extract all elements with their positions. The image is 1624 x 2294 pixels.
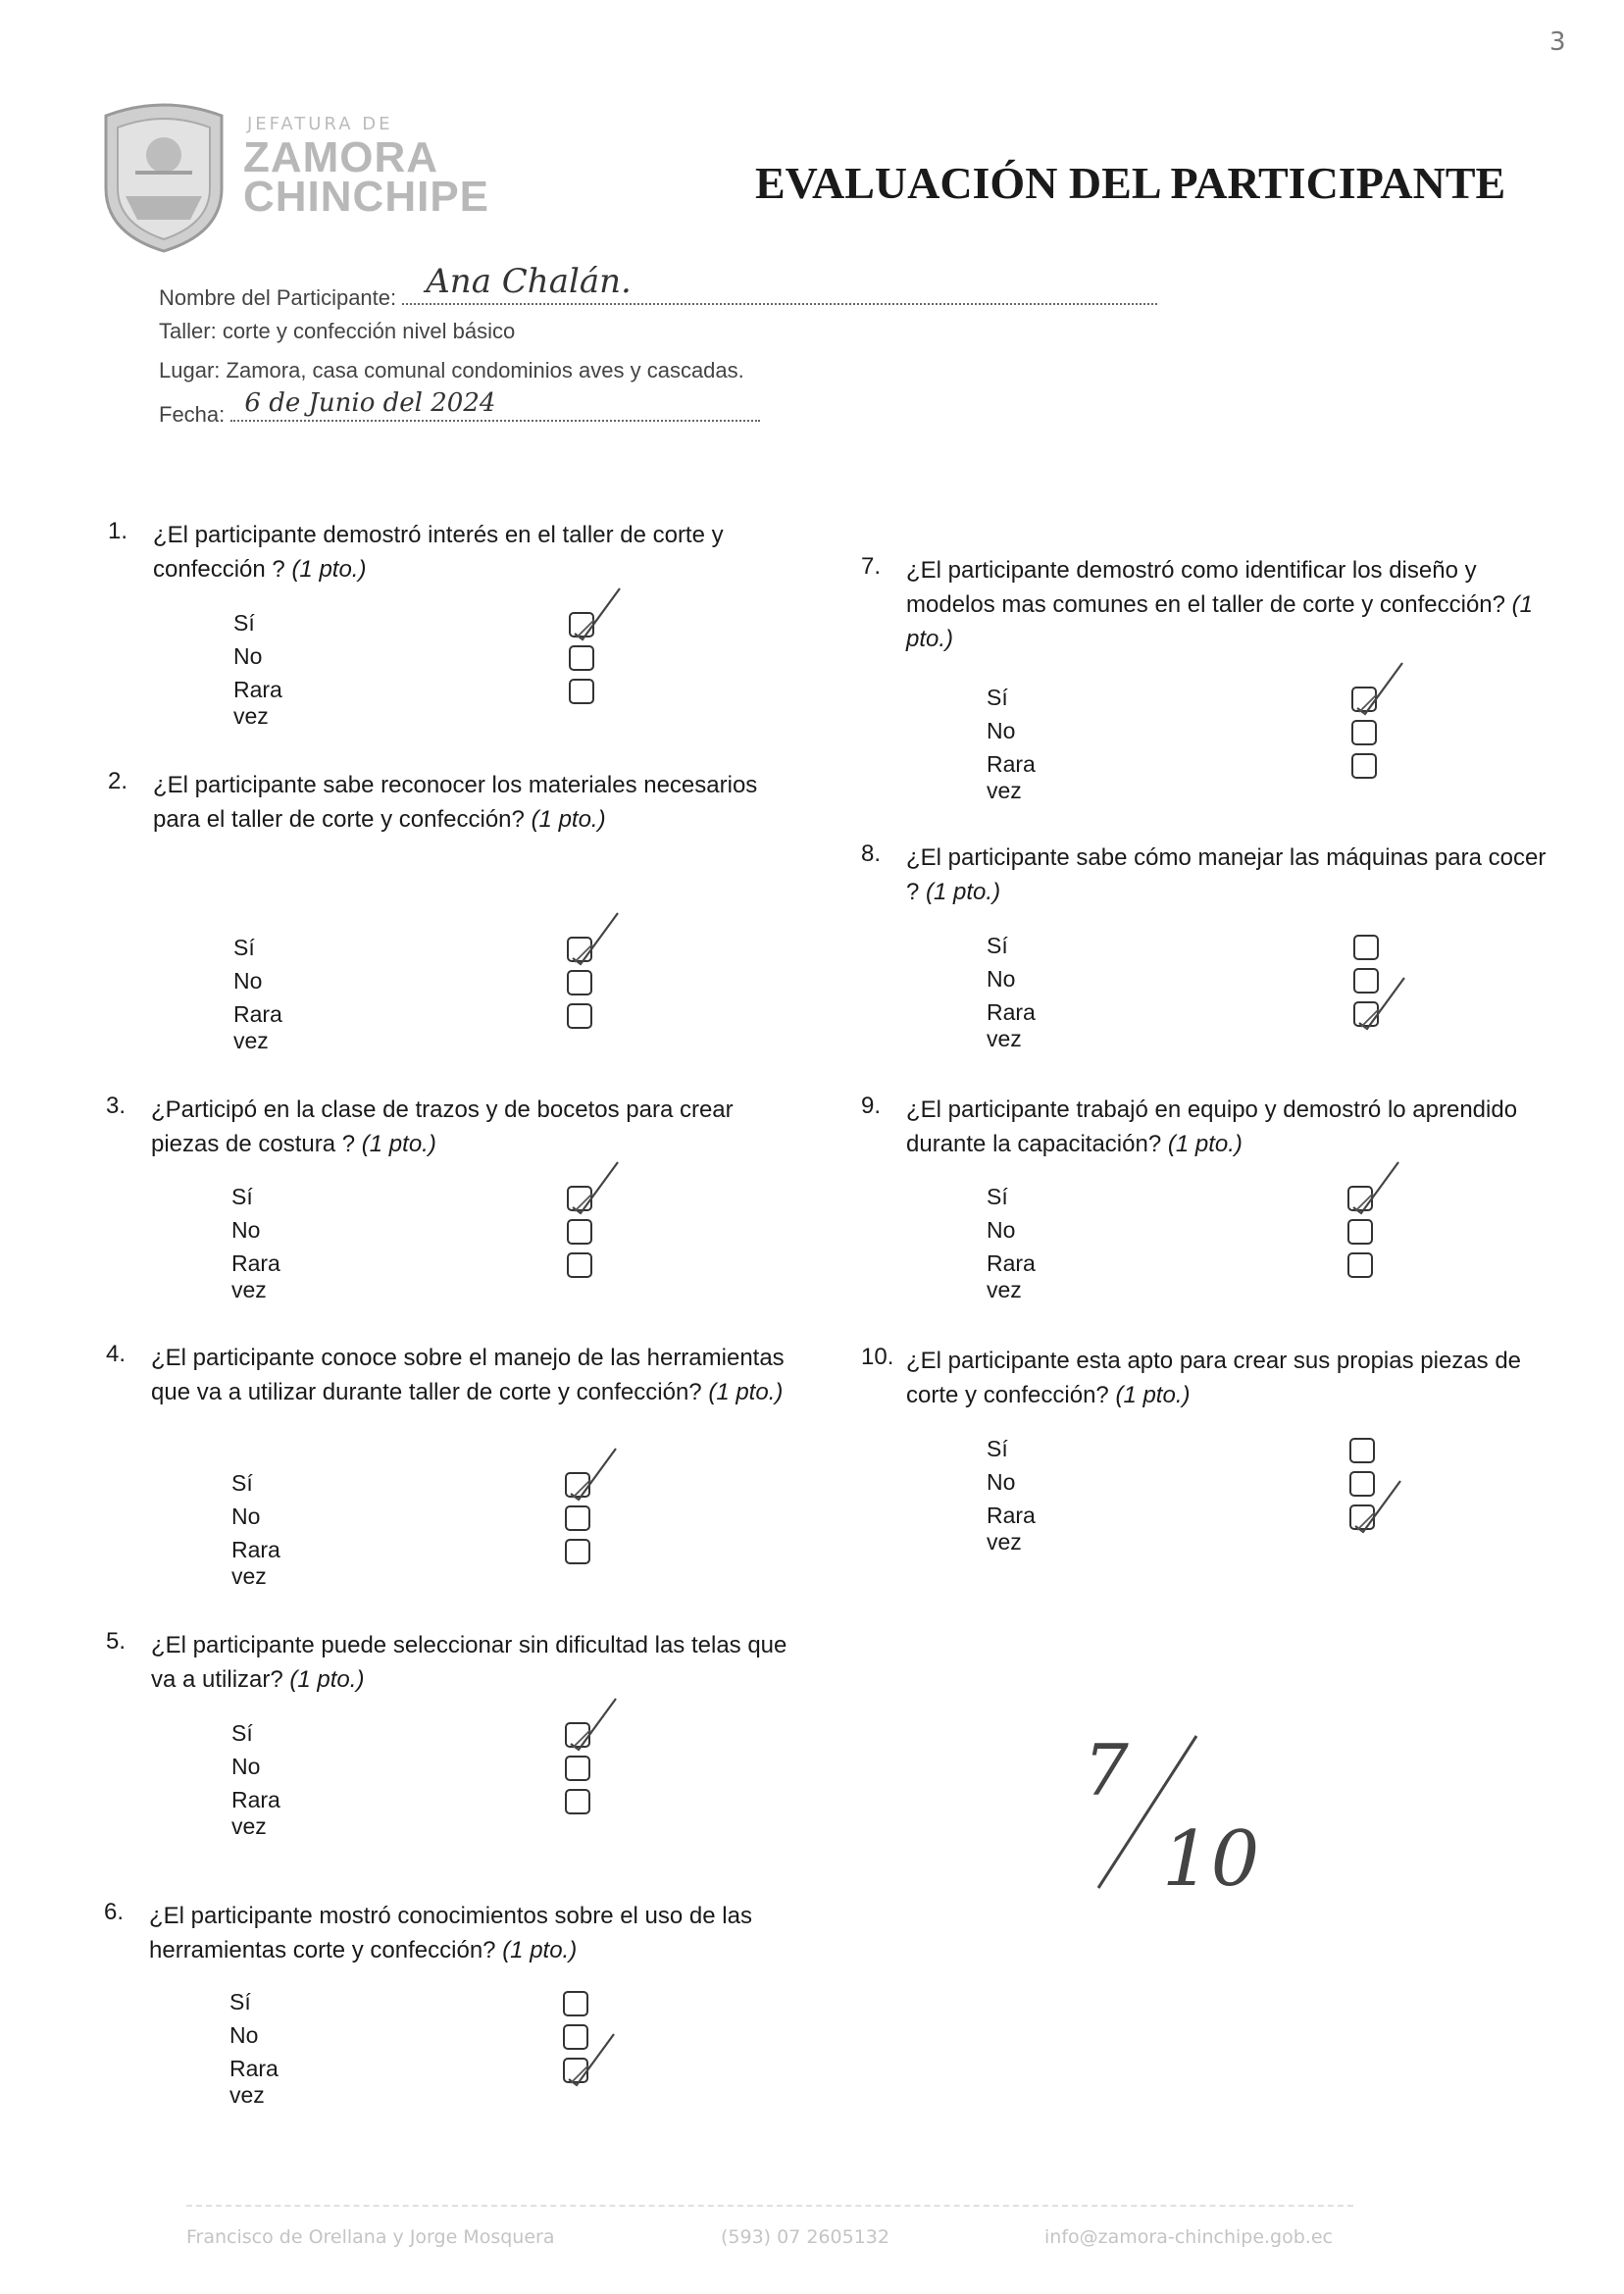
score-value: 7 [1084, 1729, 1129, 1811]
date-field [230, 388, 760, 422]
option-label: No [987, 1469, 1016, 1495]
option-checkbox[interactable] [569, 645, 594, 671]
option-checkbox[interactable] [1351, 753, 1377, 779]
checkmark-icon [563, 2032, 622, 2091]
option-checkbox[interactable] [1349, 1438, 1375, 1463]
question-text: ¿El participante demostró interés en el taller de corte y confección ? [153, 522, 724, 583]
option-label: Rara vez [987, 751, 1036, 803]
question-text-block [151, 1341, 798, 1409]
question-number: 1. [108, 518, 128, 544]
question-points: (1 pto.) [1167, 1131, 1243, 1157]
logo-line2: CHINCHIPE [243, 173, 490, 221]
participant-field [402, 262, 1157, 305]
question-text: ¿El participante esta apto para crear sus propias piezas de corte y confección? [906, 1348, 1522, 1408]
question-number: 3. [106, 1093, 127, 1119]
option-label: Sí [233, 610, 255, 636]
option-checkbox[interactable] [1353, 1001, 1379, 1027]
question-text: ¿El participante sabe reconocer los materiales necesarios para el taller de corte y confección? [153, 772, 758, 833]
question-points: (1 pto.) [502, 1937, 578, 1963]
option-checkbox[interactable] [565, 1756, 590, 1781]
option-label: No [231, 1754, 261, 1779]
option-checkbox[interactable] [567, 1252, 592, 1278]
option-checkbox[interactable] [1349, 1504, 1375, 1530]
option-checkbox[interactable] [565, 1722, 590, 1748]
option-label: Sí [987, 1436, 1008, 1461]
question-text-block [153, 768, 800, 837]
zamora-chinchipe-logo [90, 94, 490, 261]
option-label: Sí [231, 1470, 253, 1496]
workshop-label: Taller: [159, 319, 217, 343]
option-label: Sí [987, 1184, 1008, 1209]
option-checkbox[interactable] [563, 2058, 588, 2083]
workshop-line [159, 319, 515, 344]
question-text-block [153, 518, 800, 586]
option-label: Rara vez [987, 1503, 1036, 1555]
question-number: 6. [104, 1899, 125, 1925]
question-number: 7. [861, 553, 882, 580]
score [1079, 1726, 1304, 1893]
question-text-block [151, 1093, 798, 1161]
option-label: Sí [987, 933, 1008, 958]
question-points: (1 pto.) [926, 879, 1001, 905]
option-checkbox[interactable] [1347, 1252, 1373, 1278]
option-label: Rara vez [229, 2056, 279, 2108]
option-checkbox[interactable] [1351, 720, 1377, 745]
option-checkbox[interactable] [567, 1003, 592, 1029]
date-value: 6 de Junio del 2024 [244, 388, 496, 418]
checkmark-icon [565, 1697, 624, 1756]
question-number: 8. [861, 841, 882, 867]
logo-top-text: JEFATURA DE [247, 114, 393, 134]
option-checkbox[interactable] [567, 1186, 592, 1211]
footer-address: Francisco de Orellana y Jorge Mosquera [186, 2226, 555, 2248]
question-text: ¿El participante conoce sobre el manejo de las herramientas que va a utilizar durante taller de corte y confección? [151, 1345, 785, 1405]
option-label: Rara vez [987, 999, 1036, 1051]
checkmark-icon [567, 911, 626, 970]
option-label: No [987, 718, 1016, 743]
footer-divider [186, 2205, 1353, 2207]
footer [0, 2226, 1624, 2266]
question-text: ¿El participante demostró como identificar los diseño y modelos mas comunes en el taller de corte y confección? [906, 557, 1505, 618]
page-title: EVALUACIÓN DEL PARTICIPANTE [755, 158, 1506, 208]
option-label: Sí [231, 1184, 253, 1209]
question-points: (1 pto.) [1115, 1382, 1191, 1408]
footer-phone: (593) 07 2605132 [721, 2226, 889, 2248]
option-label: No [231, 1504, 261, 1529]
option-label: No [987, 966, 1016, 992]
checkmark-icon [567, 1160, 626, 1219]
option-label: Rara vez [231, 1537, 280, 1589]
option-label: Sí [229, 1989, 251, 2014]
option-checkbox[interactable] [1351, 687, 1377, 712]
place-label: Lugar: [159, 358, 221, 382]
question-text-block [906, 553, 1553, 656]
question-number: 10. [861, 1344, 894, 1370]
date-label: Fecha: [159, 402, 226, 427]
option-label: Rara vez [987, 1250, 1036, 1302]
question-text-block [149, 1899, 796, 1967]
option-checkbox[interactable] [563, 1991, 588, 2016]
question-text: ¿Participó en la clase de trazos y de bocetos para crear piezas de costura ? [151, 1096, 734, 1157]
option-checkbox[interactable] [567, 970, 592, 995]
question-points: (1 pto.) [708, 1379, 784, 1405]
option-checkbox[interactable] [567, 937, 592, 962]
option-checkbox[interactable] [569, 679, 594, 704]
question-text: ¿El participante sabe cómo manejar las máquinas para cocer ? [906, 844, 1547, 905]
participant-line [159, 262, 1157, 311]
workshop-value: corte y confección nivel básico [222, 319, 516, 343]
coat-of-arms-icon [96, 98, 231, 255]
question-text-block [151, 1628, 798, 1697]
checkmark-icon [569, 586, 628, 645]
participant-value: Ana Chalán. [426, 262, 632, 301]
place-line [159, 358, 744, 383]
page-number: 3 [1549, 27, 1566, 57]
question-points: (1 pto.) [361, 1131, 436, 1157]
footer-web: info@zamora-chinchipe.gob.ec [1044, 2226, 1333, 2248]
question-text-block [906, 1344, 1553, 1412]
option-label: No [233, 643, 263, 669]
question-text: ¿El participante trabajó en equipo y demostró lo aprendido durante la capacitación? [906, 1096, 1518, 1157]
option-label: No [987, 1217, 1016, 1243]
question-points: (1 pto.) [291, 556, 367, 583]
checkmark-icon [565, 1447, 624, 1505]
option-checkbox[interactable] [567, 1219, 592, 1245]
score-total: 10 [1162, 1815, 1260, 1893]
option-label: No [231, 1217, 261, 1243]
option-checkbox[interactable] [565, 1505, 590, 1531]
question-text-block [906, 1093, 1553, 1161]
option-label: Rara vez [231, 1250, 280, 1302]
checkmark-icon [1347, 1160, 1406, 1219]
question-points: (1 pto.) [906, 591, 1533, 652]
checkmark-icon [1353, 976, 1412, 1035]
question-number: 2. [108, 768, 128, 794]
question-text: ¿El participante mostró conocimientos sobre el uso de las herramientas corte y confección? [149, 1903, 752, 1963]
question-points: (1 pto.) [531, 806, 606, 833]
option-checkbox[interactable] [565, 1472, 590, 1498]
option-checkbox[interactable] [569, 612, 594, 637]
option-checkbox[interactable] [1347, 1219, 1373, 1245]
option-label: Rara vez [233, 677, 282, 729]
checkmark-icon [1349, 1479, 1408, 1538]
question-text: ¿El participante puede seleccionar sin dificultad las telas que va a utilizar? [151, 1632, 787, 1693]
date-line [159, 388, 760, 428]
option-label: No [229, 2022, 259, 2048]
logo-line1: ZAMORA [243, 133, 439, 181]
option-checkbox[interactable] [565, 1789, 590, 1814]
checkmark-icon [1351, 661, 1410, 720]
option-label: Sí [233, 935, 255, 960]
option-label: Rara vez [233, 1001, 282, 1053]
option-checkbox[interactable] [565, 1539, 590, 1564]
question-number: 4. [106, 1341, 127, 1367]
option-label: Sí [231, 1720, 253, 1746]
option-label: Rara vez [231, 1787, 280, 1839]
option-checkbox[interactable] [1347, 1186, 1373, 1211]
option-label: Sí [987, 685, 1008, 710]
question-points: (1 pto.) [289, 1666, 365, 1693]
question-text-block [906, 841, 1553, 909]
participant-label: Nombre del Participante: [159, 285, 397, 310]
option-checkbox[interactable] [1353, 935, 1379, 960]
question-number: 5. [106, 1628, 127, 1655]
question-number: 9. [861, 1093, 882, 1119]
place-value: Zamora, casa comunal condominios aves y cascadas. [226, 358, 744, 382]
option-label: No [233, 968, 263, 994]
